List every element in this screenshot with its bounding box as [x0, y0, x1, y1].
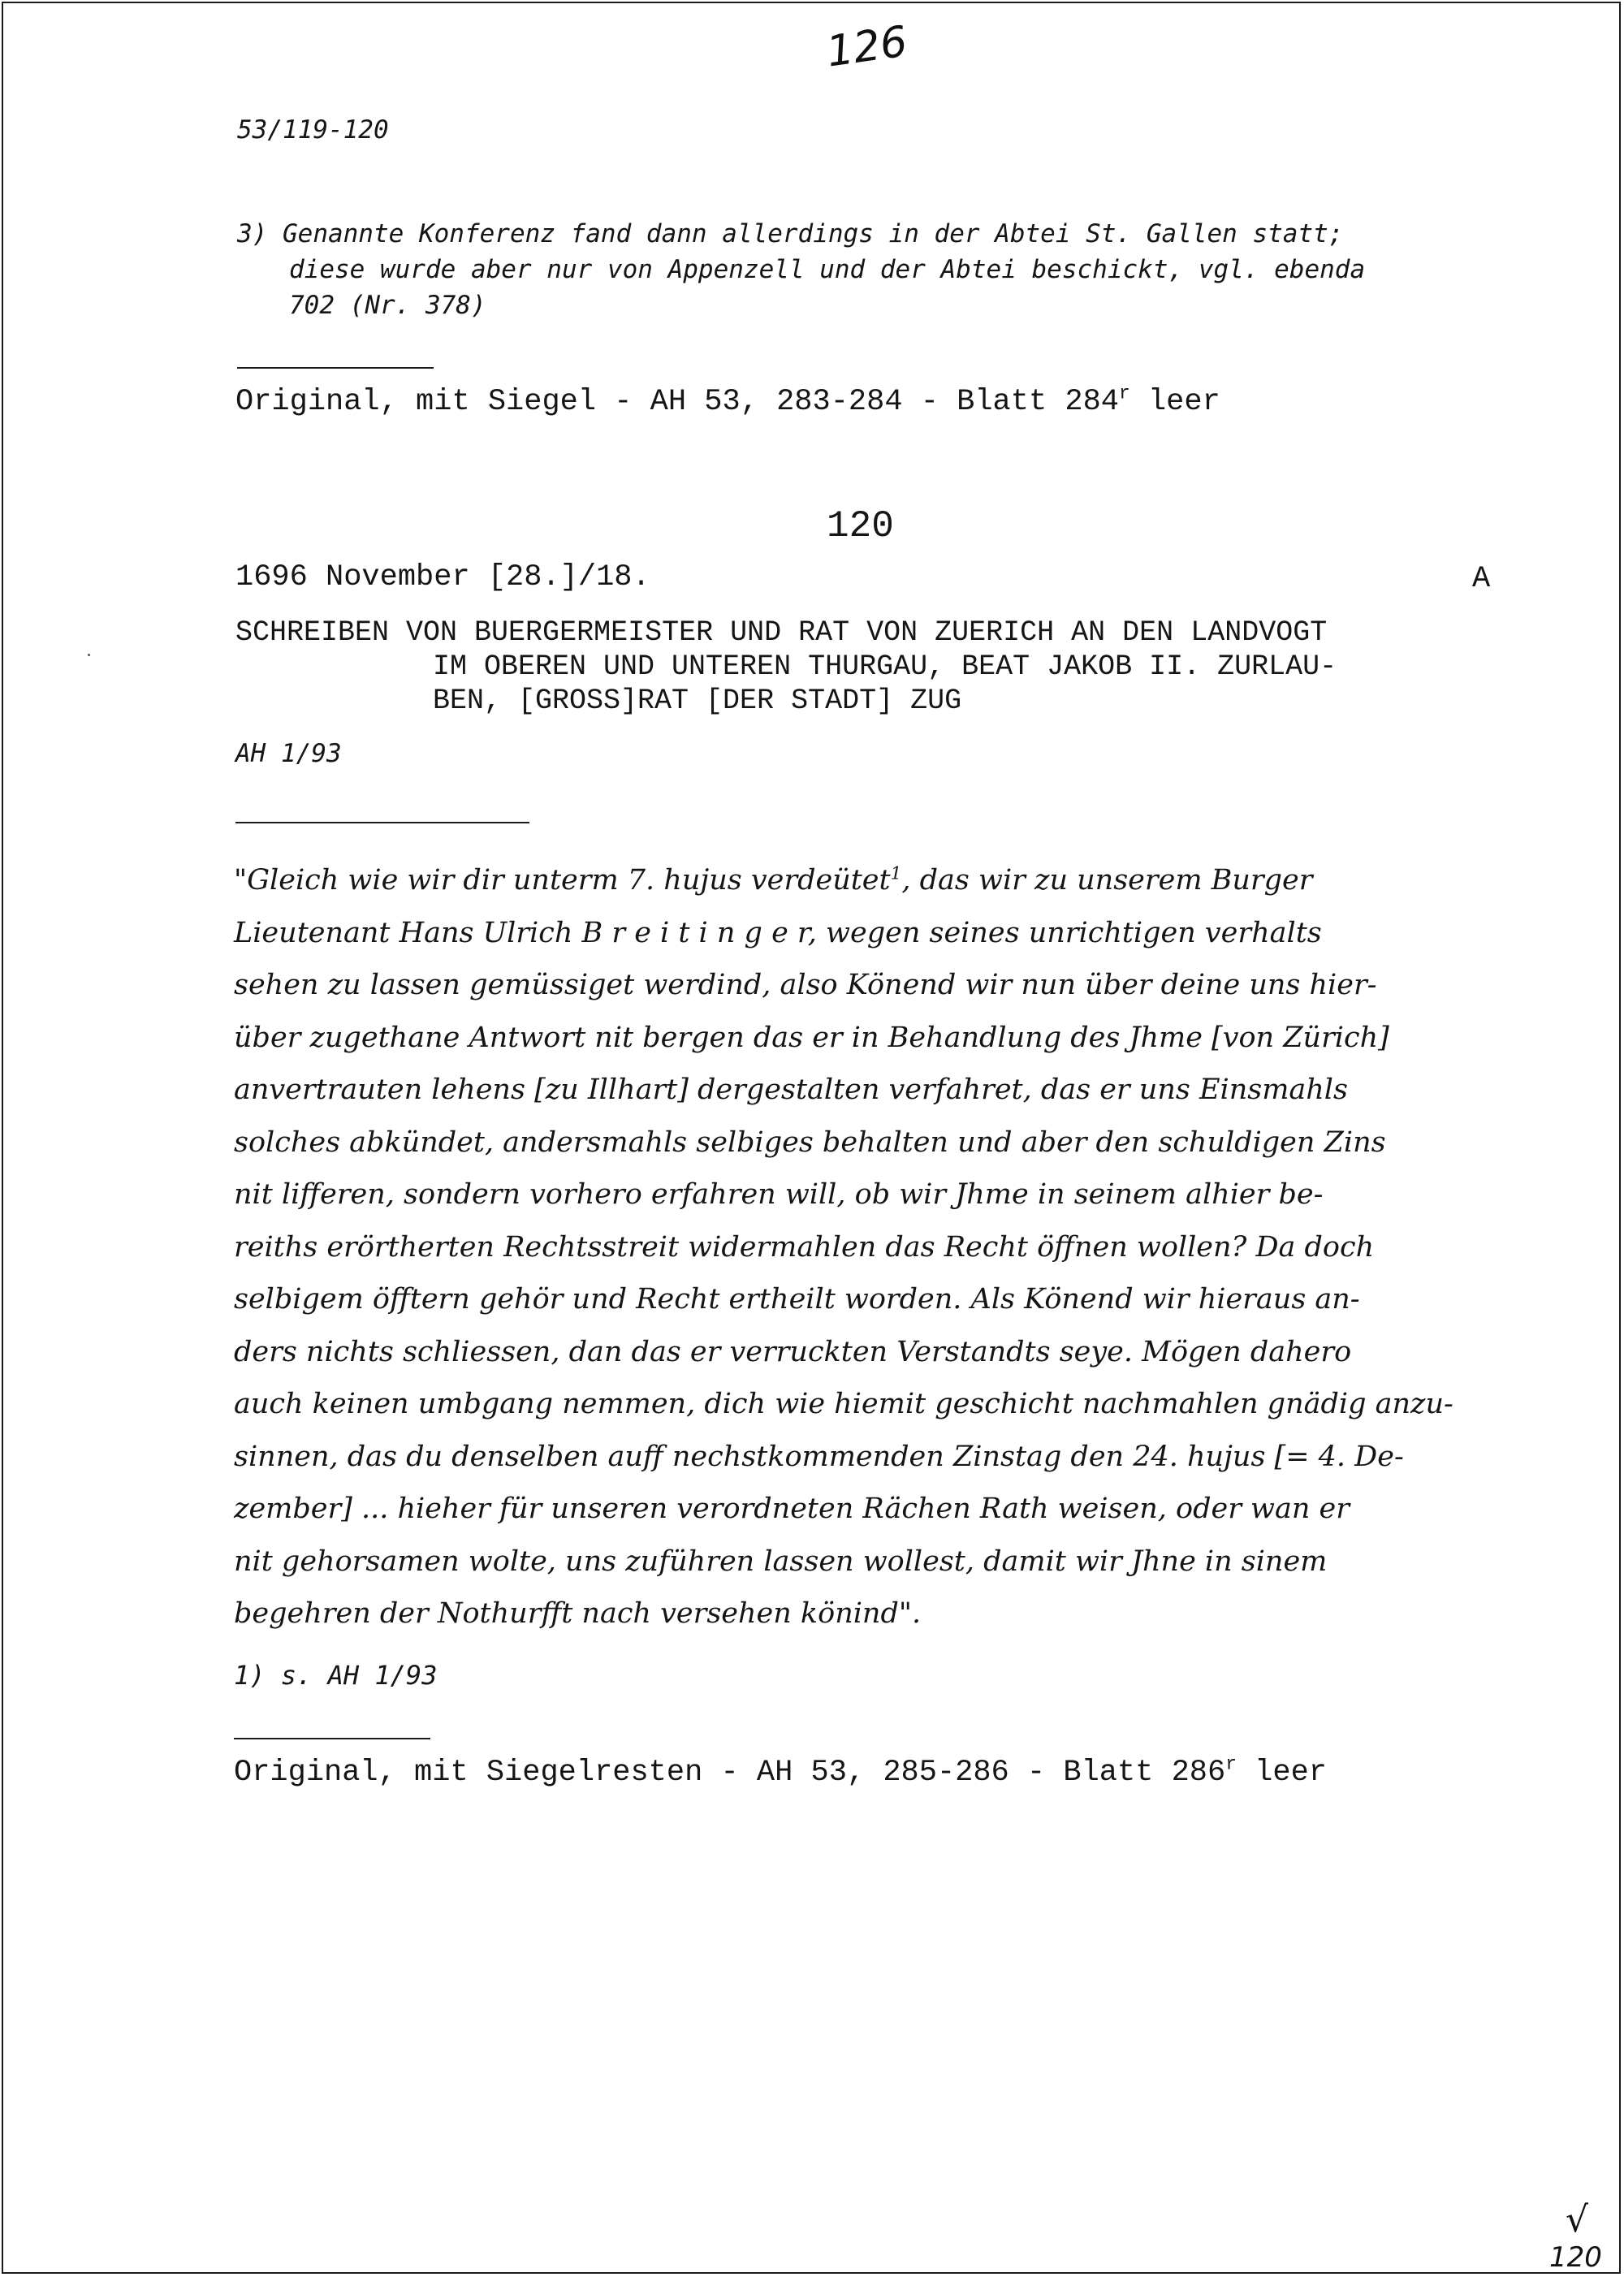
body-line-1-end: , das wir zu unserem Burger — [901, 864, 1313, 897]
body-line: auch keinen umbgang nemmen, dich wie hiemit geschicht nachmahlen gnädig anzu- — [234, 1388, 1453, 1420]
body-line: zember] ... hieher für unseren verordneten Rächen Rath weisen, oder wan er — [234, 1493, 1350, 1525]
original-note-1-text: Original, mit Siegel - AH 53, 283-284 - Blatt 284 — [235, 385, 1119, 419]
body-line: Lieutenant Hans Ulrich B r e i t i n g e r, wegen seines unrichtigen verhalts — [234, 916, 1322, 949]
body-line: sinnen, das du denselben auff nechstkommenden Zinstag den 24. hujus [= 4. De- — [234, 1440, 1404, 1473]
footnote-3 — [237, 216, 1365, 323]
original-note-2-tail: leer — [1236, 1756, 1327, 1790]
class-mark: A — [1472, 562, 1491, 596]
body-line — [234, 854, 1533, 907]
body-line: nit lifferen, sondern vorhero erfahren will, ob wir Jhme in seinem alhier be- — [234, 1178, 1324, 1211]
original-note-2 — [234, 1753, 1327, 1790]
body-line: sehen zu lassen gemüssiget werdind, also Könend wir nun über deine uns hier- — [234, 969, 1377, 1001]
subject-line: IM OBEREN UND UNTEREN THURGAU, BEAT JAKOB II. ZURLAU- — [433, 650, 1337, 683]
footnote-3-line: 702 (Nr. 378) — [289, 291, 486, 320]
divider-rule — [237, 367, 434, 369]
subject-line: SCHREIBEN VON BUERGERMEISTER UND RAT VON ZUERICH AN DEN LANDVOGT — [235, 616, 1328, 649]
footnote-3-line: 3) Genannte Konferenz fand dann allerdings in der Abtei St. Gallen statt; — [237, 219, 1344, 248]
original-note-1 — [235, 382, 1220, 419]
archive-reference: AH 1/93 — [235, 739, 342, 768]
reference-number: 53/119-120 — [237, 115, 389, 145]
checkmark-annotation: √ — [1566, 2199, 1589, 2240]
scan-speck — [88, 654, 90, 656]
original-note-1-tail: leer — [1129, 385, 1220, 419]
handwritten-number: 120 — [1549, 2241, 1602, 2274]
body-line: solches abkündet, andersmahls selbiges behalten und aber den schuldigen Zins — [234, 1126, 1386, 1159]
document-number: 120 — [827, 505, 894, 547]
body-line-1-start: "Gleich wie wir dir unterm 7. hujus verdeütet — [234, 864, 891, 897]
footnote-marker: 1 — [890, 863, 902, 884]
footnote-3-line: diese wurde aber nur von Appenzell und der Abtei beschickt, vgl. ebenda — [289, 255, 1366, 284]
body-line: begehren der Nothurfft nach versehen könind". — [234, 1597, 922, 1630]
body-line: anvertrauten lehens [zu Illhart] dergestalten verfahret, das er uns Einsmahls — [234, 1074, 1348, 1106]
body-line: nit gehorsamen wolte, uns zuführen lassen wollest, damit wir Jhne in sinem — [234, 1545, 1328, 1578]
subject-line: BEN, [GROSS]RAT [DER STADT] ZUG — [433, 685, 962, 717]
letter-body — [234, 854, 1533, 1640]
body-line: über zugethane Antwort nit bergen das er in Behandlung des Jhme [von Zürich] — [234, 1021, 1389, 1054]
document-subject — [235, 616, 1337, 718]
folio-number: 126 — [823, 17, 910, 77]
original-note-2-text: Original, mit Siegelresten - AH 53, 285-286 - Blatt 286 — [234, 1756, 1226, 1790]
original-note-1-sup: r — [1118, 382, 1130, 404]
body-line: selbigem öfftern gehör und Recht ertheilt worden. Als Könend wir hieraus an- — [234, 1283, 1360, 1316]
divider-rule — [235, 822, 529, 823]
footnote-1: 1) s. AH 1/93 — [234, 1660, 438, 1691]
divider-rule — [234, 1738, 430, 1739]
original-note-2-sup: r — [1225, 1753, 1237, 1775]
body-line: ders nichts schliessen, dan das er verruckten Verstandts seye. Mögen dahero — [234, 1335, 1352, 1368]
document-date: 1696 November [28.]/18. — [235, 560, 650, 594]
body-line: reiths erörtherten Rechtsstreit widermahlen das Recht öffnen wollen? Da doch — [234, 1230, 1375, 1264]
